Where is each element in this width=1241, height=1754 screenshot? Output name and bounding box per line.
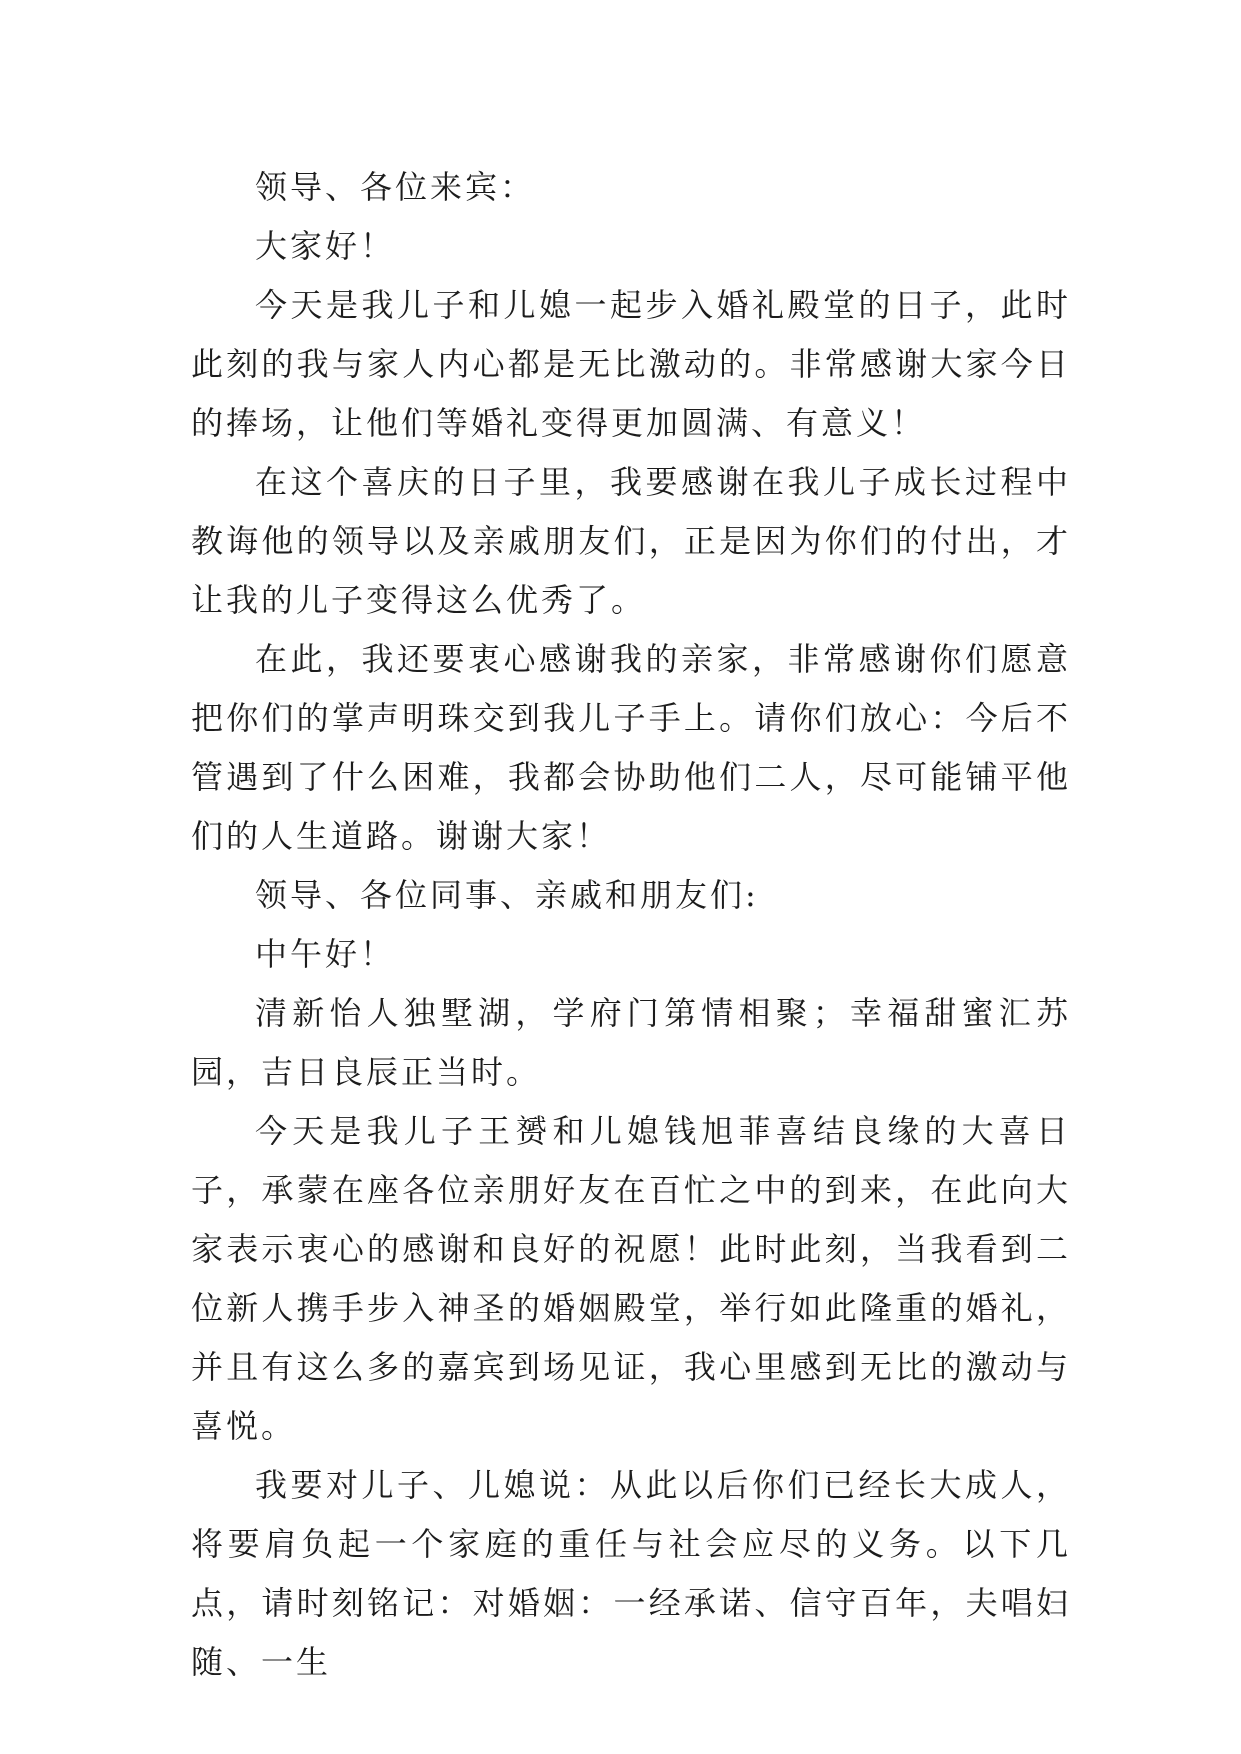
paragraph-greeting-2: 中午好！ (255, 935, 396, 973)
paragraph-body-5: 我要对儿子、儿媳说：从此以后你们已经长大成人，将要肩负起一个家庭的重任与社会应尽的义务。以下几点，请时刻铭记：对婚姻：一经承诺、信守百年，夫唱妇随、一生 (191, 1466, 1071, 1681)
document-page (191, 158, 1071, 1692)
paragraph-body-4: 今天是我儿子王赟和儿媳钱旭菲喜结良缘的大喜日子，承蒙在座各位亲朋好友在百忙之中的到来，在此向大家表示衷心的感谢和良好的祝愿！此时此刻，当我看到二位新人携手步入神圣的婚姻殿堂，举行如此隆重的婚礼，并且有这么多的嘉宾到场见证，我心里感到无比的激动与喜悦。 (191, 1112, 1071, 1445)
paragraph-body-3: 在此，我还要衷心感谢我的亲家，非常感谢你们愿意把你们的掌声明珠交到我儿子手上。请你们放心：今后不管遇到了什么困难，我都会协助他们二人，尽可能铺平他们的人生道路。谢谢大家！ (191, 640, 1071, 855)
paragraph-body-1: 今天是我儿子和儿媳一起步入婚礼殿堂的日子，此时此刻的我与家人内心都是无比激动的。非常感谢大家今日的捧场，让他们等婚礼变得更加圆满、有意义！ (191, 286, 1071, 442)
paragraph-body-2: 在这个喜庆的日子里，我要感谢在我儿子成长过程中教诲他的领导以及亲戚朋友们，正是因为你们的付出，才让我的儿子变得这么优秀了。 (191, 463, 1071, 619)
paragraph-salutation-2: 领导、各位同事、亲戚和朋友们: (255, 876, 759, 914)
paragraph-greeting-1: 大家好！ (255, 227, 396, 265)
paragraph-couplet: 清新怡人独墅湖，学府门第情相聚；幸福甜蜜汇苏园，吉日良辰正当时。 (191, 994, 1071, 1091)
paragraph-salutation-1: 领导、各位来宾： (255, 168, 536, 206)
